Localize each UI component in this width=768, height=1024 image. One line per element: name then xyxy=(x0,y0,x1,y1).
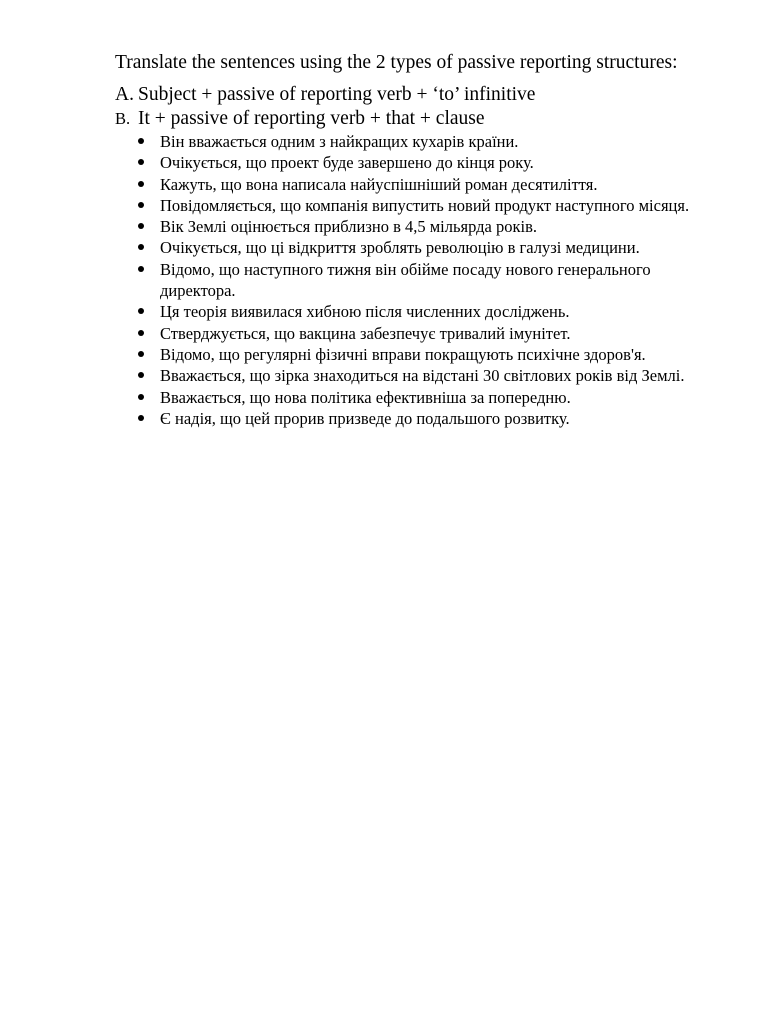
sentence-text: Стверджується, що вакцина забезпечує тривалий імунітет. xyxy=(160,323,571,343)
structure-b xyxy=(115,107,725,131)
sentence-text: Вік Землі оцінюється приблизно в 4,5 мільярда років. xyxy=(160,217,537,237)
bullet-icon xyxy=(115,237,160,258)
structure-a xyxy=(115,83,725,107)
list-item xyxy=(115,237,725,258)
list-item xyxy=(115,387,725,408)
list-item xyxy=(115,216,725,237)
bullet-icon xyxy=(115,344,160,365)
list-item xyxy=(115,152,725,173)
list-item xyxy=(115,408,725,429)
document-page xyxy=(115,50,725,429)
sentence-text: Очікується, що ці відкриття зроблять революцію в галузі медицини. xyxy=(160,238,640,258)
list-item xyxy=(115,174,725,195)
sentence-text: Повідомляється, що компанія випустить новий продукт наступного місяця. xyxy=(160,195,690,215)
sentence-text: Він вважається одним з найкращих кухарів країни. xyxy=(160,132,519,151)
structure-b-marker: B. xyxy=(115,109,131,128)
list-item xyxy=(115,323,725,344)
list-item xyxy=(115,365,725,386)
bullet-icon xyxy=(115,323,160,344)
sentence-text: Кажуть, що вона написала найуспішніший роман десятиліття. xyxy=(160,174,598,194)
sentence-text: Ця теорія виявилася хибною після численних досліджень. xyxy=(160,302,570,322)
bullet-icon xyxy=(115,152,160,173)
sentence-list xyxy=(115,131,725,429)
list-item xyxy=(115,301,725,322)
structure-a-marker: A. xyxy=(115,84,134,105)
bullet-icon xyxy=(115,131,160,152)
bullet-icon xyxy=(115,174,160,195)
list-item xyxy=(115,259,725,302)
instruction-text: Translate the sentences using the 2 types of passive reporting structures: xyxy=(115,52,678,73)
sentence-text: Відомо, що наступного тижня він обійме посаду нового генерального директора. xyxy=(160,259,651,301)
bullet-icon xyxy=(115,365,160,386)
bullet-icon xyxy=(115,387,160,408)
sentence-text: Очікується, що проект буде завершено до кінця року. xyxy=(160,153,534,173)
bullet-icon xyxy=(115,195,160,216)
bullet-icon xyxy=(115,259,160,302)
list-item xyxy=(115,195,725,216)
structure-a-text: Subject + passive of reporting verb + ‘to’ infinitive xyxy=(138,84,536,105)
sentence-text: Є надія, що цей прорив призведе до подальшого розвитку. xyxy=(160,408,570,428)
list-item xyxy=(115,344,725,365)
sentence-text: Вважається, що нова політика ефективніша за попередню. xyxy=(160,387,571,407)
bullet-icon xyxy=(115,301,160,322)
bullet-icon xyxy=(115,216,160,237)
list-item xyxy=(115,131,725,152)
bullet-icon xyxy=(115,408,160,429)
sentence-text: Вважається, що зірка знаходиться на відстані 30 світлових років від Землі. xyxy=(160,366,685,386)
sentence-text: Відомо, що регулярні фізичні вправи покращують психічне здоров'я. xyxy=(160,344,646,364)
structure-b-text: It + passive of reporting verb + that + clause xyxy=(138,108,485,129)
